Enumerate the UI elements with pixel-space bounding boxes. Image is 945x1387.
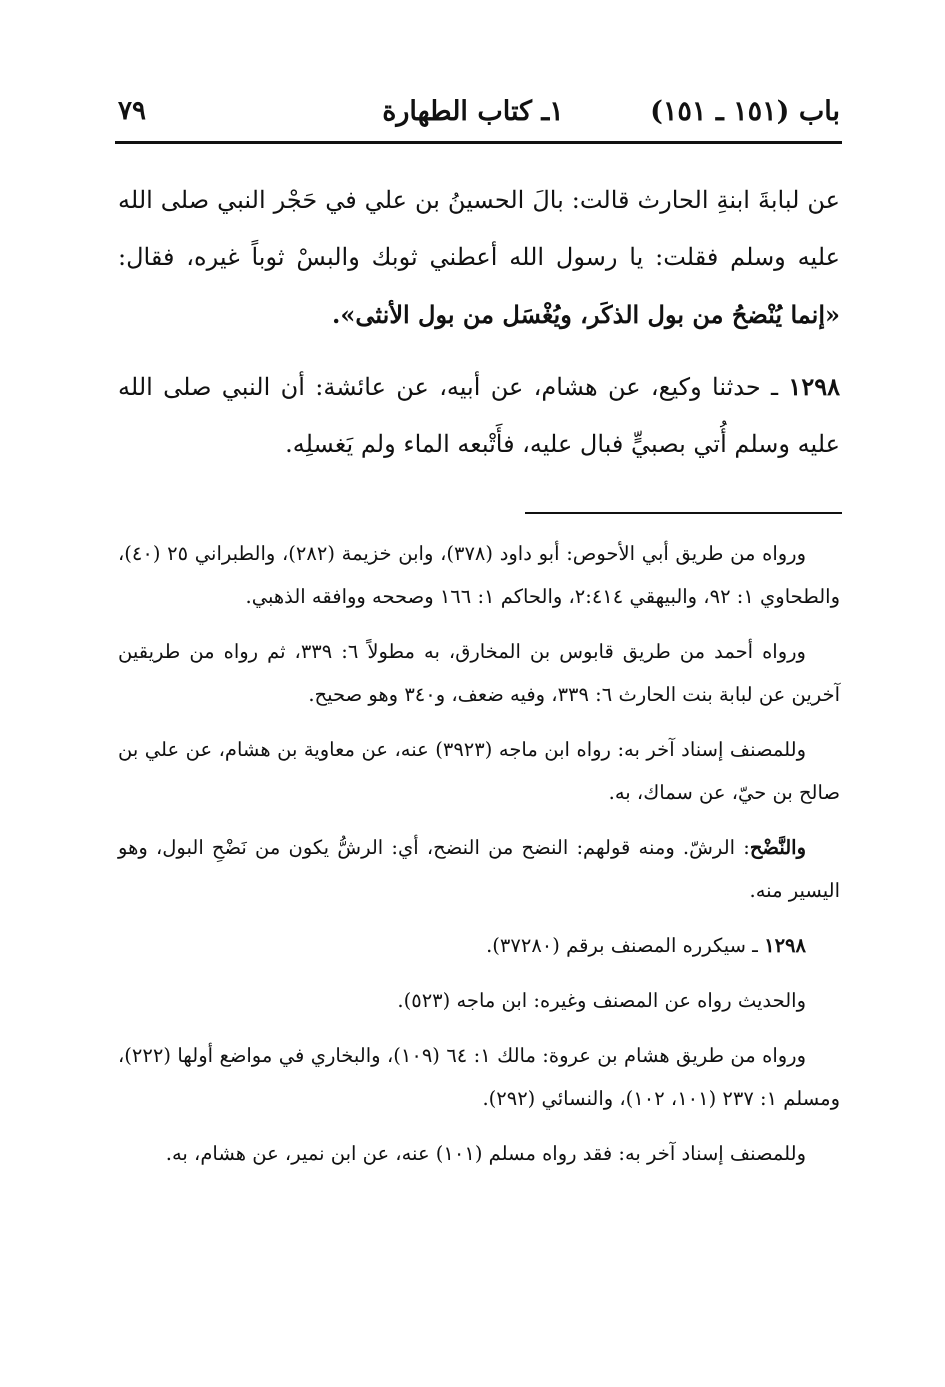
footnote-2: ورواه أحمد من طريق قابوس بن المخارق، به مطولاً ٦: ٣٣٩، ثم رواه من طريقين آخرين عن لبابة بنت الحارث ٦: ٣٣٩، وفيه ضعف، و٣٤٠ وهو صحيح. — [118, 640, 840, 706]
hadith-text: ـ حدثنا وكيع، عن هشام، عن أبيه، عن عائشة: أن النبي صلى الله عليه وسلم أُتي بصبيٍّ فبال عليه، فأَتْبعه الماء ولم يَغسلِه. — [118, 373, 840, 458]
footnote-hadith-number: ١٢٩٨ — [764, 934, 806, 957]
footnote-definition: : الرشّ. ومنه قولهم: النضح من النضح، أي: الرشُّ يكون من نَضْحِ البول، وهو اليسير منه. — [118, 836, 840, 902]
hadith-quote: «إنما يُنْضحُ من بول الذكَر، ويُغْسَل من بول الأنثى». — [332, 300, 840, 329]
footnotes — [118, 532, 840, 1187]
hadith-number: ١٢٩٨ — [788, 372, 840, 401]
footnote-1: ورواه من طريق أبي الأحوص: أبو داود (٣٧٨)، وابن خزيمة (٢٨٢)، والطبراني ٢٥ (٤٠)، والطحاوي ١: ٩٢، والبيهقي ٢:٤١٤، والحاكم ١: ١٦٦ وصححه ووافقه الذهبي. — [118, 542, 840, 608]
chapter-title: باب (١٥١ ـ ١٥١) — [650, 96, 840, 127]
footnote-separator — [525, 512, 842, 514]
page-number: ٧٩ — [118, 96, 146, 126]
book-title: ١ـ كتاب الطهارة — [382, 96, 564, 127]
footnote-8: وللمصنف إسناد آخر به: فقد رواه مسلم (١٠١) عنه، عن ابن نمير، عن هشام، به. — [165, 1142, 806, 1165]
footnote-6: والحديث رواه عن المصنف وغيره: ابن ماجه (٥٢٣). — [397, 989, 806, 1012]
header-rule — [115, 141, 842, 144]
footnote-5 — [118, 924, 840, 967]
footnote-7: ورواه من طريق هشام بن عروة: مالك ١: ٦٤ (١٠٩)، والبخاري في مواضع أولها (٢٢٢)، ومسلم ١: ٢٣٧ (١٠١، ١٠٢)، والنسائي (٢٩٢). — [118, 1044, 840, 1110]
hadith-1298 — [118, 358, 840, 473]
hadith-continuation — [118, 172, 840, 344]
footnote-5-text: ـ سيكرره المصنف برقم (٣٧٢٨٠). — [486, 934, 758, 957]
footnote-term: والنَّضْح — [749, 836, 806, 859]
footnote-4 — [118, 826, 840, 912]
hadith-text: عن لبابةَ ابنةِ الحارث قالت: بالَ الحسينُ بن علي في حَجْر النبي صلى الله عليه وسلم فقلت: يا رسول الله أعطني ثوبك والبسْ ثوباً غيره، فقال: — [118, 186, 840, 271]
page-header — [118, 92, 840, 136]
footnote-3: وللمصنف إسناد آخر به: رواه ابن ماجه (٣٩٢٣) عنه، عن معاوية بن هشام، عن علي بن صالح بن حيّ، عن سماك، به. — [118, 738, 840, 804]
main-text — [118, 172, 840, 473]
